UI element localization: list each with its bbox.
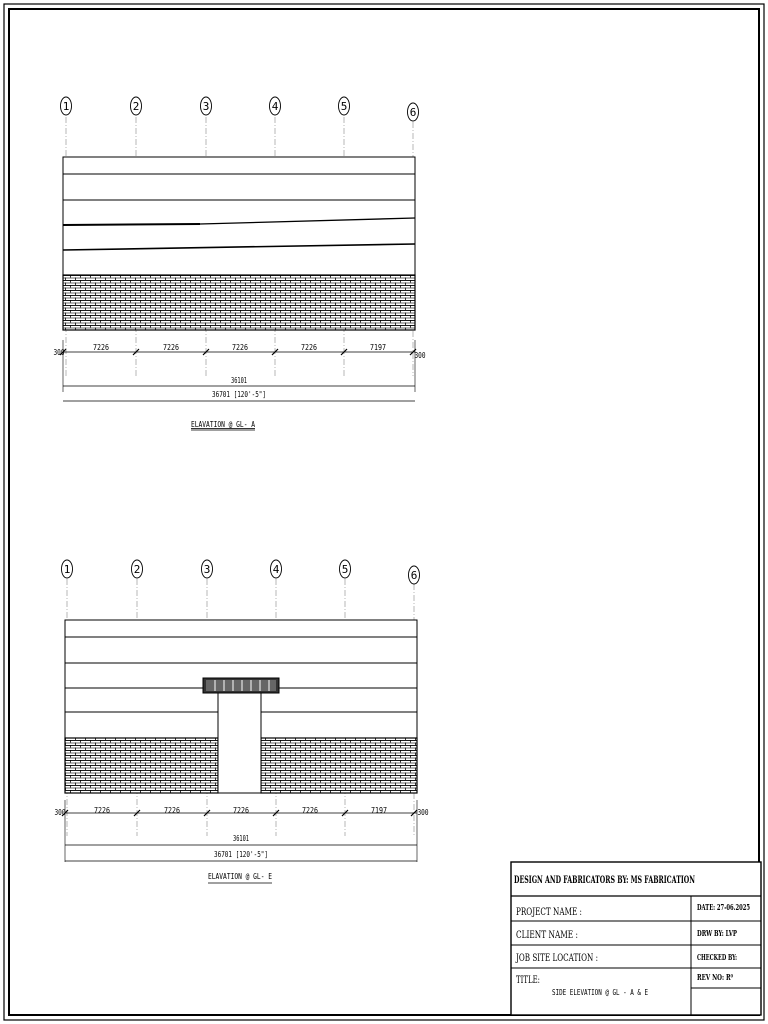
end-offset-left-e: 300 [54, 808, 66, 817]
grid-bubbles-e [62, 560, 420, 584]
grid-bubble-2 [131, 97, 142, 115]
bay-dim-2: 7226 [163, 343, 180, 352]
svg-text:4: 4 [272, 563, 280, 576]
total-length-label-e: 36701 [120'-5"] [214, 850, 268, 859]
svg-text:6: 6 [409, 106, 417, 119]
end-offset-right-a: 300 [414, 351, 426, 360]
job-site-label: JOB SITE LOCATION : [515, 953, 598, 964]
title-block [511, 862, 761, 1015]
total-length-mm-a: 36101 [231, 376, 248, 385]
date-field: DATE: 27-06.2025 [697, 902, 750, 912]
checked-by-field: CHECKED BY: [697, 952, 738, 962]
overall-dimension-a [63, 376, 415, 401]
bay-dim-4: 7226 [302, 806, 319, 815]
drawing-title-value: SIDE ELEVATION @ GL - A & E [552, 988, 649, 997]
svg-text:6: 6 [410, 569, 418, 582]
cladding-panel-a [63, 157, 415, 275]
brick-wall-a [63, 275, 415, 330]
bay-dim-1: 7226 [94, 806, 111, 815]
grid-bubble-6 [408, 103, 419, 121]
grid-bubble-2 [132, 560, 143, 578]
svg-text:5: 5 [340, 100, 348, 113]
grid-bubble-5 [339, 97, 350, 115]
canopy [203, 678, 279, 693]
door-opening [218, 693, 261, 793]
elevation-gl-e [55, 560, 429, 883]
grid-bubble-3 [202, 560, 213, 578]
elevation-title-a: ELAVATION @ GL- A [191, 420, 256, 429]
svg-text:2: 2 [133, 563, 141, 576]
svg-text:3: 3 [202, 100, 210, 113]
grid-bubble-5 [340, 560, 351, 578]
svg-text:3: 3 [203, 563, 211, 576]
elevation-title-e: ELAVATION @ GL- E [208, 872, 273, 881]
project-name-label: PROJECT NAME : [516, 907, 582, 918]
grid-bubble-4 [271, 560, 282, 578]
elevation-gl-a [54, 97, 426, 430]
svg-text:2: 2 [132, 100, 140, 113]
grid-bubble-3 [201, 97, 212, 115]
client-name-label: CLIENT NAME : [516, 930, 578, 941]
end-offset-left-a: 300 [53, 348, 65, 357]
grid-bubble-4 [270, 97, 281, 115]
design-by-label: DESIGN AND FABRICATORS BY: MS FABRICATION [514, 875, 695, 886]
title-label: TITLE: [516, 975, 540, 986]
bay-dim-3: 7226 [232, 343, 249, 352]
total-length-label-a: 36701 [120'-5"] [212, 390, 266, 399]
bay-dim-5: 7197 [370, 343, 387, 352]
grid-bubble-6 [409, 566, 420, 584]
bay-dim-2: 7226 [164, 806, 181, 815]
svg-text:5: 5 [341, 563, 349, 576]
bay-dim-4: 7226 [301, 343, 318, 352]
grid-bubble-1 [61, 97, 72, 115]
svg-text:4: 4 [271, 100, 279, 113]
grid-bubble-1 [62, 560, 73, 578]
overall-dimension-e [65, 834, 417, 861]
bay-dim-3: 7226 [233, 806, 250, 815]
grid-bubbles-a [61, 97, 419, 121]
bay-dim-5: 7197 [371, 806, 388, 815]
bay-dim-1: 7226 [93, 343, 110, 352]
brick-wall-right-e [261, 738, 417, 793]
svg-text:1: 1 [62, 100, 70, 113]
svg-text:1: 1 [63, 563, 71, 576]
brick-wall-left-e [65, 738, 218, 793]
rev-no-field: REV NO: R⁰ [697, 972, 734, 982]
total-length-mm-e: 36101 [233, 834, 250, 843]
end-offset-right-e: 300 [417, 808, 429, 817]
drawn-by-field: DRW BY: LVP [697, 928, 737, 938]
